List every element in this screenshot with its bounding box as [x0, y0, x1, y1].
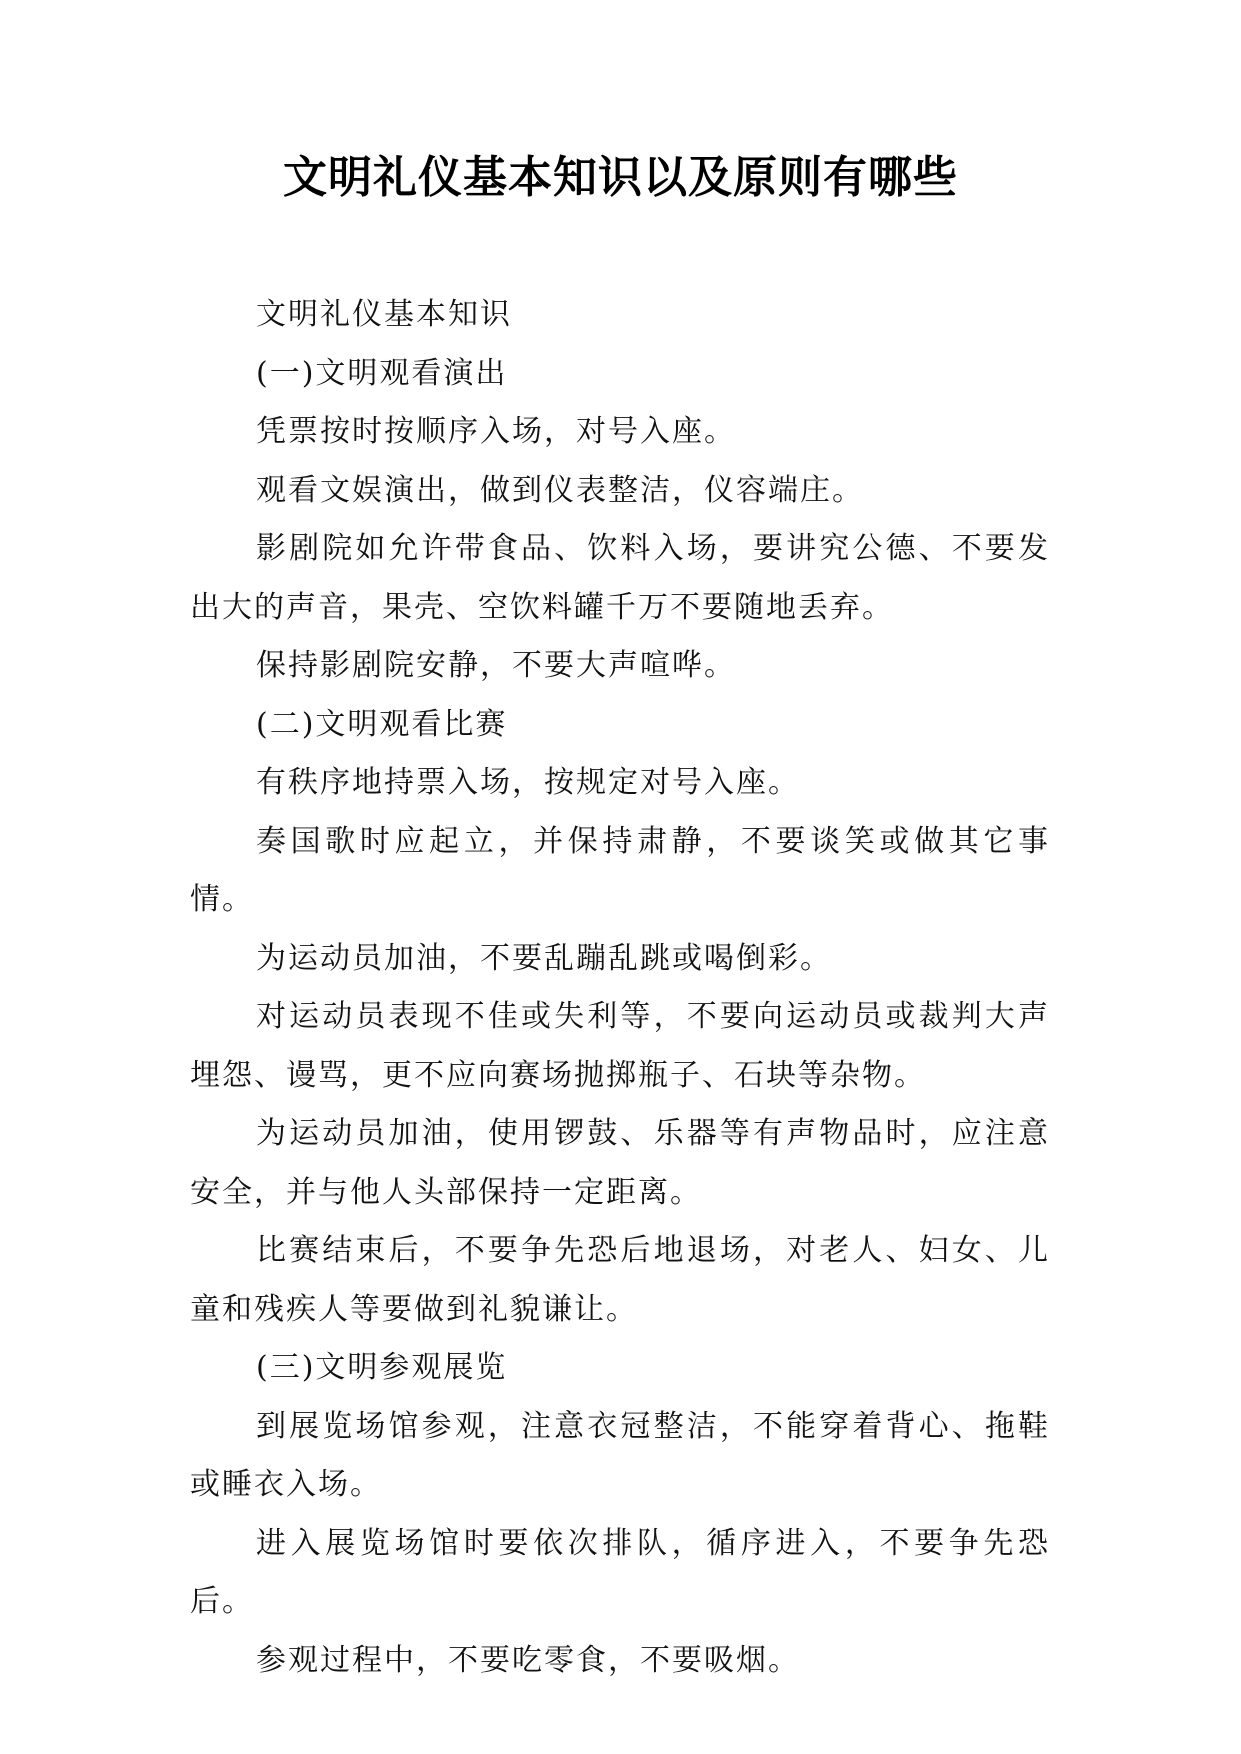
paragraph: 奏国歌时应起立，并保持肃静，不要谈笑或做其它事情。 — [190, 823, 1050, 917]
subsection-heading: (二)文明观看比赛 — [256, 706, 508, 742]
paragraph: 对运动员表现不佳或失利等，不要向运动员或裁判大声埋怨、谩骂，更不应向赛场抛掷瓶子、石块等杂物。 — [190, 999, 1050, 1093]
paragraph: 进入展览场馆时要依次排队，循序进入，不要争先恐后。 — [190, 1525, 1050, 1619]
section-heading: 文明礼仪基本知识 — [256, 297, 512, 332]
paragraph: 影剧院如允许带食品、饮料入场，要讲究公德、不要发出大的声音，果壳、空饮料罐千万不要随地丢弃。 — [190, 531, 1050, 625]
paragraph: 到展览场馆参观，注意衣冠整洁，不能穿着背心、拖鞋或睡衣入场。 — [190, 1408, 1050, 1502]
paragraph: 为运动员加油，使用锣鼓、乐器等有声物品时，应注意安全，并与他人头部保持一定距离。 — [190, 1116, 1050, 1210]
paragraph: 保持影剧院安静，不要大声喧哗。 — [256, 648, 736, 683]
paragraph: 比赛结束后，不要争先恐后地退场，对老人、妇女、儿童和残疾人等要做到礼貌谦让。 — [190, 1233, 1050, 1327]
paragraph: 有秩序地持票入场，按规定对号入座。 — [256, 765, 800, 800]
document-body — [190, 286, 1050, 1690]
paragraph: 凭票按时按顺序入场，对号入座。 — [256, 414, 736, 449]
paragraph: 参观过程中，不要吃零食，不要吸烟。 — [256, 1642, 800, 1678]
paragraph: 为运动员加油，不要乱蹦乱跳或喝倒彩。 — [256, 940, 832, 976]
document-title: 文明礼仪基本知识以及原则有哪些 — [283, 152, 958, 203]
paragraph: 观看文娱演出，做到仪表整洁，仪容端庄。 — [256, 472, 864, 508]
subsection-heading: (三)文明参观展览 — [256, 1350, 508, 1385]
subsection-heading: (一)文明观看演出 — [256, 355, 508, 391]
